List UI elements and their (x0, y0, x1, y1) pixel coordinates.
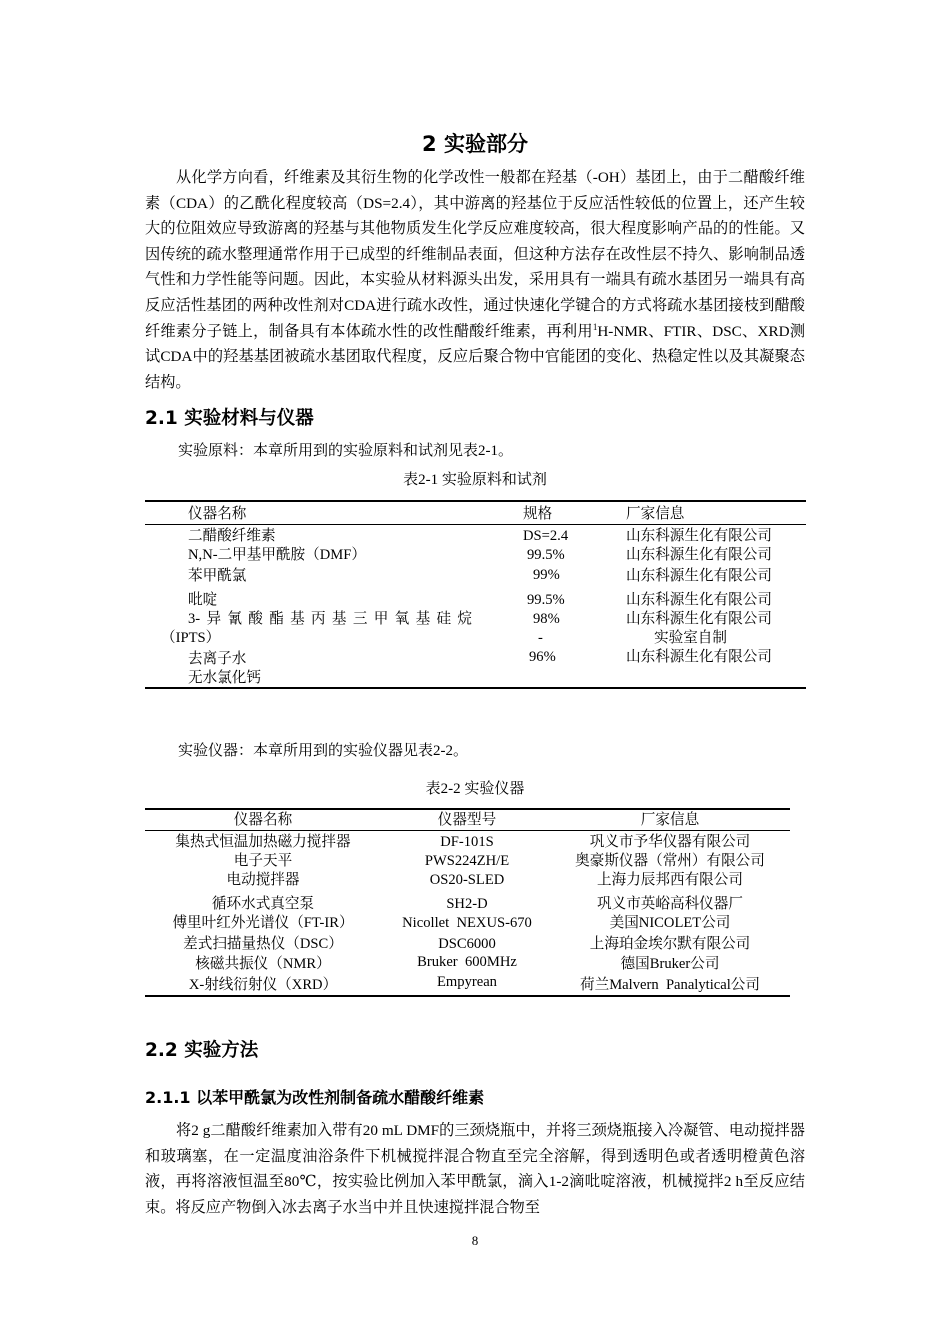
table2-instrument: 傅里叶红外光谱仪（FT-IR） (172, 915, 354, 931)
superscript: 1 (592, 321, 598, 332)
table1-spec: 99.5% (527, 547, 565, 563)
table1-spec: 96% (529, 649, 556, 665)
table2-instrument: 电动搅拌器 (226, 872, 300, 888)
chapter-title: 2 实验部分 (422, 132, 528, 156)
table2-vendor: 上海力辰邦西有限公司 (597, 872, 743, 888)
table1-header-rule (145, 524, 806, 525)
table2-top-rule (145, 808, 790, 810)
table1-spec: - (538, 630, 543, 646)
table2-vendor: 德国Bruker公司 (620, 956, 720, 972)
table2-header-vendor: 厂家信息 (640, 812, 700, 828)
table1-material: 无水氯化钙 (188, 670, 261, 686)
table1-vendor: 实验室自制 (654, 630, 727, 646)
table2-instrument: 核磁共振仪（NMR） (195, 956, 331, 972)
table1-top-rule (145, 500, 806, 502)
section-2-2-heading: 2.2 实验方法 (145, 1040, 259, 1061)
table2-model: Empyrean (437, 974, 497, 990)
table1-spec: DS=2.4 (523, 528, 569, 544)
instruments-intro: 实验仪器：本章所用到的实验仪器见表2-2。 (178, 743, 468, 759)
method-paragraph: 将2 g二醋酸纤维素加入带有20 mL DMF的三颈烧瓶中，并将三颈烧瓶接入冷凝管、电动搅拌器和玻璃塞，在一定温度油浴条件下机械搅拌混合物直至完全溶解，得到透明色或者透明橙黄色溶液，再将溶液恒温至80℃，按实验比例加入苯甲酰氯，滴入1-2滴吡啶溶液，机械搅拌2 h至反应结束。将反应产物倒入冰去离子水当中并且快速搅拌混合物至 (145, 1122, 805, 1216)
table1-vendor: 山东科源生化有限公司 (626, 592, 772, 608)
table1-vendor: 山东科源生化有限公司 (626, 568, 772, 584)
intro-text-end: H-NMR、FTIR、DSC、XRD测试CDA中的羟基基团被疏水基团取代程度，反应后聚合物中官能团的变化、热稳定性以及其凝聚态结构。 (145, 322, 806, 391)
table2-instrument: 集热式恒温加热磁力搅拌器 (175, 834, 351, 850)
table2-model: PWS224ZH/E (424, 853, 510, 869)
table2-vendor: 奥豪斯仪器（常州）有限公司 (575, 853, 765, 869)
table1-material: 3-异氰酸酯基丙基三甲氧基硅烷 (188, 611, 472, 627)
table1-vendor: 山东科源生化有限公司 (626, 528, 772, 544)
table2-instrument: 差式扫描量热仪（DSC） (183, 936, 343, 952)
table2-instrument: 循环水式真空泵 (211, 896, 315, 912)
table1-material: N,N-二甲基甲酰胺（DMF） (188, 547, 366, 563)
table1-spec: 99.5% (527, 592, 565, 608)
section-2-1-1-heading: 2.1.1 以苯甲酰氯为改性剂制备疏水醋酸纤维素 (145, 1088, 485, 1107)
table1-vendor: 山东科源生化有限公司 (626, 649, 772, 665)
page-number: 8 (471, 1233, 479, 1248)
intro-paragraph (145, 165, 805, 395)
materials-intro: 实验原料：本章所用到的实验原料和试剂见表2-1。 (178, 443, 513, 459)
intro-text: 从化学方向看，纤维素及其衍生物的化学改性一般都在羟基（-OH）基团上，由于二醋酸纤维素（CDA）的乙酰化程度较高（DS=2.4），其中游离的羟基位于反应活性较低的位置上，还产生较大的位阻效应导致游离的羟基与其他物质发生化学反应难度较高，很大程度影响产品的的性能。又因传统的疏水整理通常作用于已成型的纤维制品表面，但这种方法存在改性层不持久、影响制品透气性和力学性能等问题。因此，本实验从材料源头出发，采用具有一端具有疏水基团另一端具有高反应活性基团的两种改性剂对CDA进行疏水改性，通过快速化学键合的方式将疏水基团接枝到醋酸纤维素分子链上，制备具有本体疏水性的改性醋酸纤维素，再利用 (145, 169, 805, 340)
table1-vendor: 山东科源生化有限公司 (626, 611, 772, 627)
table1-caption: 表2-1 实验原料和试剂 (403, 472, 547, 488)
table2-instrument: 电子天平 (233, 853, 293, 869)
table2-bottom-rule (145, 995, 790, 997)
table2-header-model: 仪器型号 (437, 812, 497, 828)
table1-material: 二醋酸纤维素 (188, 528, 276, 544)
table1-header-name: 仪器名称 (188, 506, 247, 522)
table1-vendor: 山东科源生化有限公司 (626, 547, 772, 563)
table1-material: 苯甲酰氯 (188, 568, 247, 584)
table2-caption: 表2-2 实验仪器 (425, 781, 525, 797)
table1-material: （IPTS） (161, 630, 221, 646)
table2-header-rule (145, 830, 790, 831)
table2-vendor: 荷兰Malvern Panalytical公司 (580, 977, 760, 993)
table2-instrument: X-射线衍射仪（XRD） (188, 977, 338, 993)
table2-vendor: 上海珀金埃尔默有限公司 (589, 936, 751, 952)
table1-header-vendor: 厂家信息 (626, 506, 685, 522)
table2-model: OS20-SLED (429, 872, 505, 888)
section-2-1-heading: 2.1 实验材料与仪器 (145, 408, 314, 429)
table1-material: 去离子水 (188, 651, 247, 667)
table2-vendor: 巩义市予华仪器有限公司 (589, 834, 751, 850)
table2-model: DF-101S (440, 834, 494, 850)
table2-model: Bruker 600MHz (417, 954, 517, 970)
table2-vendor: 巩义市英峪高科仪器厂 (597, 896, 743, 912)
table1-bottom-rule (145, 687, 806, 689)
table1-spec: 98% (533, 611, 560, 627)
table1-header-spec: 规格 (523, 506, 553, 522)
table2-model: DSC6000 (438, 936, 496, 952)
table1-spec: 99% (533, 567, 560, 583)
table2-header-name: 仪器名称 (233, 812, 293, 828)
table2-model: Nicollet NEXUS-670 (402, 915, 532, 931)
table1-material: 吡啶 (188, 592, 218, 608)
table2-model: SH2-D (446, 896, 488, 912)
table2-vendor: 美国NICOLET公司 (609, 915, 731, 931)
